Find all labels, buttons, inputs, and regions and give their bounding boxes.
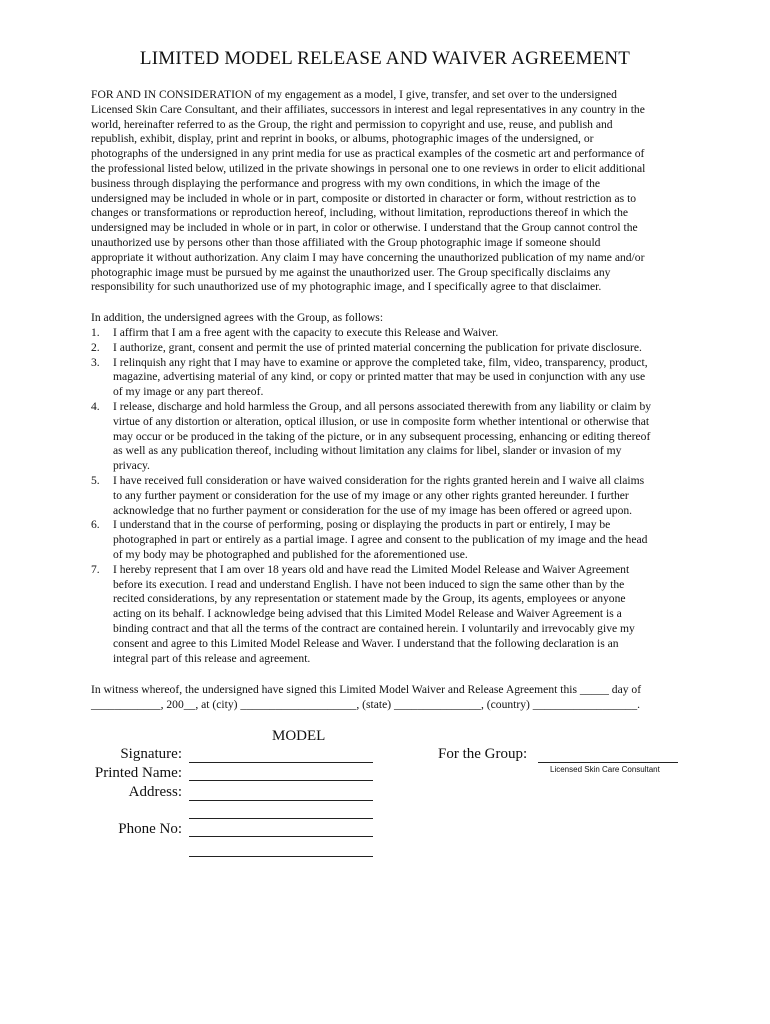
term-line: may occur or be produced in the taking of the picture, or in any subsequent processing, enhancing or editing thereof: [113, 429, 651, 443]
term-item: [91, 518, 711, 562]
intro-line: responsibility for such unauthorized use of my photographic image, and I specifically agree to that disclaimer.: [91, 280, 602, 294]
model-heading: MODEL: [272, 728, 326, 744]
term-line: of my body may be photographed and published for the aforementioned use.: [113, 547, 468, 561]
document-title: LIMITED MODEL RELEASE AND WAIVER AGREEMENT: [139, 48, 631, 69]
printed-name-label: Printed Name:: [94, 765, 182, 781]
intro-line: appropriate it without authorization. Any claim I may have concerning the unauthorized publication of my name and/or: [91, 250, 645, 264]
printed-name-line[interactable]: [189, 780, 373, 781]
agrees-paragraph: [91, 311, 701, 326]
term-item: [91, 341, 711, 356]
term-line: recited considerations, by any representation or statement made by the Group, its agents, employees or anyone: [113, 592, 626, 606]
term-line: to any further payment or consideration for the use of my image or any other rights granted hereunder. I further: [113, 488, 629, 502]
intro-line: changes or transformations or reproduction hereof, including, without limitation, reproductions thereof in which the: [91, 206, 629, 220]
term-line: acknowledge that no further payment or consideration for the use of my image has been offered or agreed upon.: [113, 503, 633, 517]
term-number: 3.: [91, 355, 100, 369]
term-line: consent and agree to this Limited Model Release and Waver. I understand that the following declaration is an: [113, 636, 619, 650]
term-line: acting on its behalf. I acknowledge being advised that this Limited Model Release and Waiver Agreement is a: [113, 607, 622, 621]
term-line: magazine, advertising material of any kind, or copy or printed matter that may be used in conjunction with any use: [113, 370, 646, 384]
intro-line: unauthorized use by persons other than those affiliated with the Group photographic image if someone should: [91, 235, 601, 249]
address-line-1[interactable]: [189, 800, 373, 801]
term-line: I affirm that I am a free agent with the capacity to execute this Release and Waiver.: [113, 326, 499, 339]
intro-line: FOR AND IN CONSIDERATION of my engagement as a model, I give, transfer, and set over to the undersigned: [91, 88, 617, 101]
term-line: I hereby represent that I am over 18 years old and have read the Limited Model Release and Waiver Agreement: [113, 562, 630, 576]
term-line: before its execution. I read and understand English. I have not been induced to sign the same other than by the: [113, 577, 625, 591]
witness-line: ____________, 200__, at (city) ____________________, (state) _______________, (country) __________________.: [91, 697, 641, 711]
term-number: 5.: [91, 473, 100, 487]
term-line: virtue of any distortion or alteration, optical illusion, or use in composite form whether intentional or otherwise that: [113, 414, 650, 428]
signature-line[interactable]: [189, 762, 373, 763]
intro-line: photographs of the undersigned in any print media for use as practical examples of the cosmetic art and performance of: [91, 147, 645, 161]
term-item: [91, 400, 711, 474]
intro-line: business through displaying the performance and progress with my own conditions, in which the image of the: [91, 176, 601, 190]
term-number: 7.: [91, 562, 100, 576]
term-item: [91, 326, 711, 341]
phone-line-2[interactable]: [189, 856, 373, 857]
group-label: For the Group:: [438, 746, 528, 762]
term-line: privacy.: [113, 459, 150, 473]
term-line: integral part of this release and agreement.: [113, 651, 311, 665]
intro-line: the professional listed below, utilized in the private showings in personal one to one reviews in order to elicit additional: [91, 161, 646, 175]
term-number: 4.: [91, 399, 100, 413]
intro-line: world, hereinafter referred to as the Group, the right and permission to copyright and use, reuse, and publish and: [91, 117, 613, 131]
term-line: as well as any publication thereof, including without limitation any claims for libel, slander or invasion of my: [113, 444, 622, 458]
witness-line: In witness whereof, the undersigned have signed this Limited Model Waiver and Release Agreement this _____ day of: [91, 683, 642, 696]
intro-line: photographic image must be pursued by me against the unauthorized user. The Group specifically disclaims any: [91, 265, 611, 279]
term-line: I relinquish any right that I may have to examine or approve the completed take, film, video, transparency, product,: [113, 355, 648, 369]
term-line: photographed in part or entirely as a partial image. I agree and consent to the publication of my image and the head: [113, 533, 648, 547]
term-line: I have received full consideration or have waived consideration for the rights granted herein and I waive all claims: [113, 473, 645, 487]
term-line: of my image or any part thereof.: [113, 385, 264, 399]
phone-label: Phone No:: [118, 821, 182, 837]
term-line: I understand that in the course of performing, posing or displaying the products in part or entirely, I may be: [113, 518, 611, 532]
term-item: [91, 356, 711, 400]
intro-paragraph: [91, 88, 701, 295]
intro-line: undersigned may be included in whole or in part, composite or distorted in character or form, without restriction as to: [91, 191, 637, 205]
term-item: [91, 563, 711, 667]
term-line: I release, discharge and hold harmless the Group, and all persons associated therewith from any liability or claim by: [113, 399, 652, 413]
intro-line: republish, exhibit, display, print and reprint in books, or albums, photographic images of the undersigned, or: [91, 132, 594, 146]
term-item: [91, 474, 711, 518]
group-signature-line[interactable]: [538, 762, 678, 763]
agrees-line: In addition, the undersigned agrees with the Group, as follows:: [91, 311, 384, 324]
term-number: 6.: [91, 518, 100, 532]
intro-line: undersigned may be included in whole or in part, in color or otherwise. I understand that the Group cannot control the: [91, 221, 638, 235]
term-line: binding contract and that all the terms of the contract are contained herein. I voluntarily and irrevocably give my: [113, 621, 635, 635]
term-line: I authorize, grant, consent and permit the use of printed material concerning the publication for private disclosure.: [113, 340, 642, 354]
address-label: Address:: [128, 784, 182, 800]
signature-label: Signature:: [120, 746, 182, 762]
witness-paragraph: [91, 683, 701, 713]
term-number: 1.: [91, 326, 100, 339]
term-number: 2.: [91, 340, 100, 354]
phone-line-1[interactable]: [189, 836, 373, 837]
terms-list: [91, 326, 711, 666]
group-caption: Licensed Skin Care Consultant: [550, 765, 660, 774]
address-line-2[interactable]: [189, 818, 373, 819]
intro-line: Licensed Skin Care Consultant, and their affiliates, successors in interest and legal representatives in any country in the: [91, 102, 645, 116]
